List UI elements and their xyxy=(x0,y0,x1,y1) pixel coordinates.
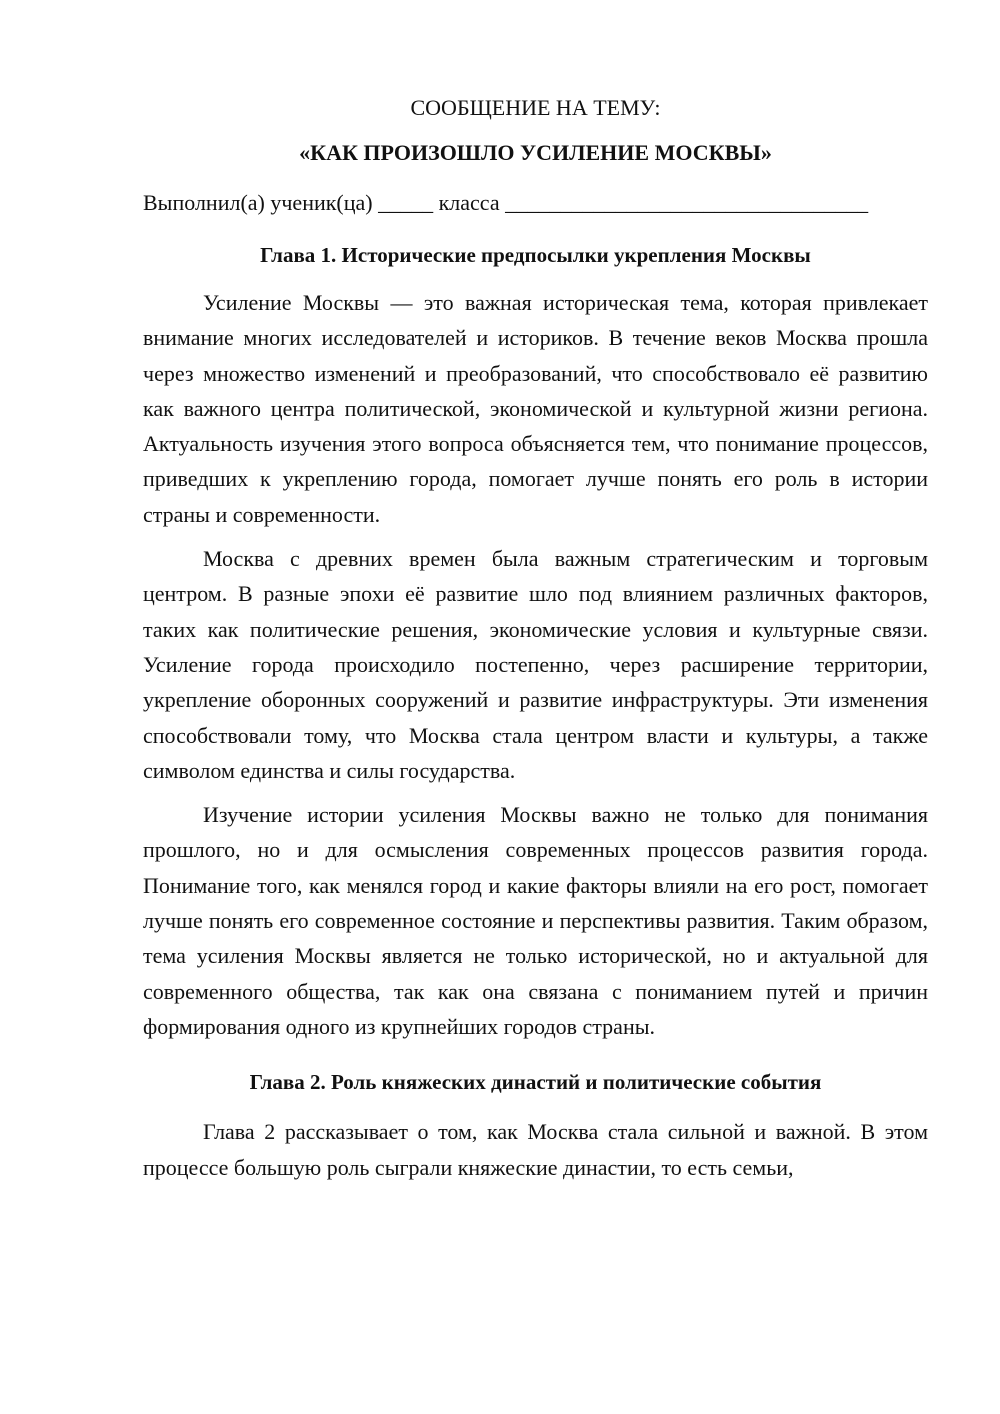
document-page xyxy=(143,92,928,1194)
document-title-line-2: «КАК ПРОИЗОШЛО УСИЛЕНИЕ МОСКВЫ» xyxy=(299,140,772,165)
chapter-1-paragraph-1: Усиление Москвы — это важная историческая тема, которая привлекает внимание многих исследователей и историков. В течение веков Москва прошла через множество изменений и преобразований, что способствовало её развитию как важного центра политической, экономической и культурной жизни региона. Актуальность изучения этого вопроса объясняется тем, что понимание процессов, приведших к укреплению города, помогает лучше понять его роль в истории страны и современности. xyxy=(143,290,928,527)
document-title-line-1: СООБЩЕНИЕ НА ТЕМУ: xyxy=(410,95,661,120)
chapter-1-paragraph-3: Изучение истории усиления Москвы важно не только для понимания прошлого, но и для осмысления современных процессов развития города. Понимание того, как менялся город и какие факторы влияли на его рост, помогает лучше понять его современное состояние и перспективы развития. Таким образом, тема усиления Москвы является не только исторической, но и актуальной для современного общества, так как она связана с пониманием путей и причин формирования одного из крупнейших городов страны. xyxy=(143,802,928,1039)
chapter-1-paragraph-2: Москва с древних времен была важным стратегическим и торговым центром. В разные эпохи её развитие шло под влиянием различных факторов, таких как политические решения, экономические условия и культурные связи. Усиление города происходило постепенно, через расширение территории, укрепление оборонных сооружений и развитие инфраструктуры. Эти изменения способствовали тому, что Москва стала центром власти и культуры, а также символом единства и силы государства. xyxy=(143,546,928,783)
author-line: Выполнил(а) ученик(ца) _____ класса _________________________________ xyxy=(143,190,869,215)
chapter-2-heading: Глава 2. Роль княжеских династий и политические события xyxy=(249,1070,822,1095)
chapter-2-paragraph-1: Глава 2 рассказывает о том, как Москва стала сильной и важной. В этом процессе большую роль сыграли княжеские династии, то есть семьи, xyxy=(143,1119,928,1180)
chapter-1-heading: Глава 1. Исторические предпосылки укрепления Москвы xyxy=(260,243,811,267)
